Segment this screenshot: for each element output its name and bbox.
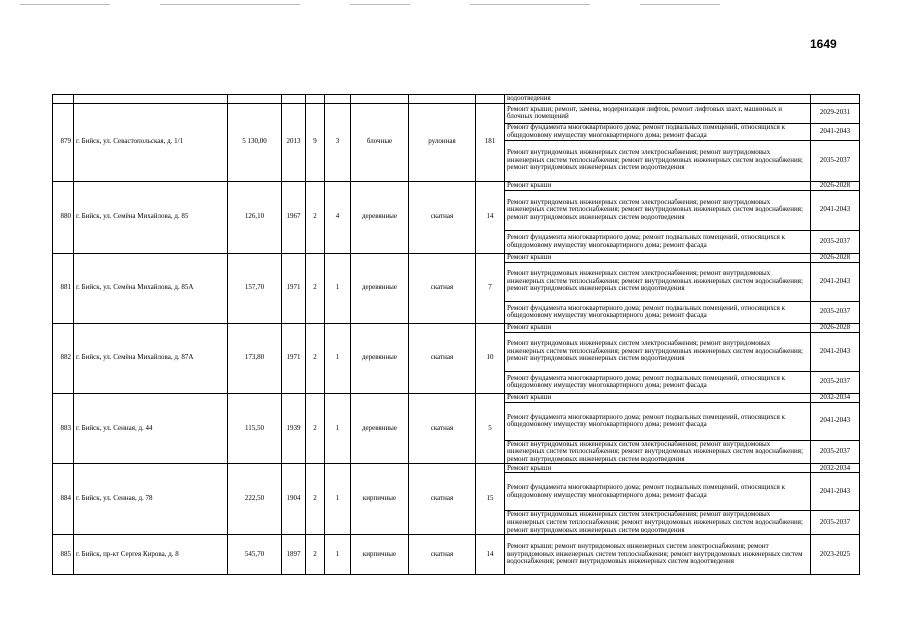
work-description-cell: Ремонт фундамента многоквартирного дома; ремонт подвальных помещений, относящихся к общедомовому имуществу многоквартирного дома; ремонт фасада bbox=[505, 230, 811, 253]
year-cell: 1971 bbox=[282, 253, 306, 323]
page-number: 1649 bbox=[810, 37, 837, 51]
work-period-cell: 2023-2025 bbox=[811, 535, 860, 575]
work-period-cell: 2041-2043 bbox=[811, 262, 860, 301]
work-description-cell: Ремонт внутридомовых инженерных систем электроснабжения; ремонт внутридомовых инженерных систем теплоснабжения; ремонт внутридомовых инженерных систем водоснабжения; ремонт внутридомовых инженерных систем водоотведения bbox=[505, 440, 811, 464]
residents-cell: 181 bbox=[476, 103, 505, 181]
entrances-cell: 1 bbox=[325, 393, 351, 464]
scan-edge-noise bbox=[0, 0, 904, 12]
table-row bbox=[53, 464, 860, 473]
entrances-cell: 1 bbox=[325, 253, 351, 323]
roof-type-cell: скатная bbox=[409, 464, 476, 535]
row-number: 881 bbox=[53, 253, 74, 323]
work-description-cell: Ремонт крыши bbox=[505, 393, 811, 402]
address-cell: г. Бийск, ул. Семёна Михайлова, д. 85 bbox=[74, 181, 228, 253]
entrances-cell: 1 bbox=[325, 535, 351, 575]
row-number: 880 bbox=[53, 181, 74, 253]
roof-type-cell: скатная bbox=[409, 181, 476, 253]
entrances-cell: 3 bbox=[325, 103, 351, 181]
row-number: 882 bbox=[53, 323, 74, 393]
table-row bbox=[53, 323, 860, 332]
area-cell: 126,10 bbox=[228, 181, 282, 253]
residents-cell: 14 bbox=[476, 181, 505, 253]
work-period-cell: 2029-2031 bbox=[811, 103, 860, 123]
work-period-cell: 2035-2037 bbox=[811, 140, 860, 181]
work-period-cell: 2032-2034 bbox=[811, 393, 860, 402]
floors-cell: 9 bbox=[306, 103, 325, 181]
residents-cell: 10 bbox=[476, 323, 505, 393]
address-cell: г. Бийск, ул. Семёна Михайлова, д. 85А bbox=[74, 253, 228, 323]
area-cell: 173,80 bbox=[228, 323, 282, 393]
table-row bbox=[53, 393, 860, 402]
work-period-cell: 2026-2028 bbox=[811, 323, 860, 332]
header-continuation-row bbox=[53, 95, 860, 104]
work-period-cell: 2041-2043 bbox=[811, 473, 860, 511]
wall-material-cell: кирпичные bbox=[351, 535, 409, 575]
work-description-cell: Ремонт крыши bbox=[505, 323, 811, 332]
floors-cell: 2 bbox=[306, 535, 325, 575]
row-number: 884 bbox=[53, 464, 74, 535]
table-row bbox=[53, 253, 860, 262]
roof-type-cell: скатная bbox=[409, 253, 476, 323]
residents-cell: 14 bbox=[476, 535, 505, 575]
address-cell: г. Бийск, ул. Семёна Михайлова, д. 87А bbox=[74, 323, 228, 393]
table-row bbox=[53, 181, 860, 190]
entrances-cell: 4 bbox=[325, 181, 351, 253]
year-cell: 1967 bbox=[282, 181, 306, 253]
work-period-cell: 2032-2034 bbox=[811, 464, 860, 473]
wall-material-cell: деревянные bbox=[351, 323, 409, 393]
residents-cell: 7 bbox=[476, 253, 505, 323]
work-description-cell: Ремонт крыши; ремонт внутридомовых инженерных систем электроснабжения; ремонт внутридомовых инженерных систем теплоснабжения; ремонт внутридомовых инженерных систем водоснабжения; ремонт внутридомовых инженерных систем водоотведения bbox=[505, 535, 811, 575]
row-number: 883 bbox=[53, 393, 74, 464]
work-description-cell: Ремонт фундамента многоквартирного дома; ремонт подвальных помещений, относящихся к общедомовому имуществу многоквартирного дома; ремонт фасада bbox=[505, 371, 811, 393]
work-description-cell: Ремонт фундамента многоквартирного дома; ремонт подвальных помещений, относящихся к общедомовому имуществу многоквартирного дома; ремонт фасада bbox=[505, 123, 811, 140]
address-cell: г. Бийск, ул. Сенная, д. 78 bbox=[74, 464, 228, 535]
work-description-cell: Ремонт крыши; ремонт, замена, модернизация лифтов, ремонт лифтовых шахт, машинных и блочных помещений bbox=[505, 103, 811, 123]
work-description-cell: Ремонт крыши bbox=[505, 464, 811, 473]
area-cell: 222,50 bbox=[228, 464, 282, 535]
work-period-cell: 2035-2037 bbox=[811, 230, 860, 253]
work-description-cell: Ремонт крыши bbox=[505, 181, 811, 190]
address-cell: г. Бийск, пр-кт Сергея Кирова, д. 8 bbox=[74, 535, 228, 575]
work-period-cell: 2026-2028 bbox=[811, 181, 860, 190]
floors-cell: 2 bbox=[306, 393, 325, 464]
floors-cell: 2 bbox=[306, 464, 325, 535]
work-period-cell: 2041-2043 bbox=[811, 332, 860, 371]
row-number: 885 bbox=[53, 535, 74, 575]
floors-cell: 2 bbox=[306, 323, 325, 393]
floors-cell: 2 bbox=[306, 253, 325, 323]
roof-type-cell: скатная bbox=[409, 323, 476, 393]
area-cell: 5 130,00 bbox=[228, 103, 282, 181]
wall-material-cell: кирпичные bbox=[351, 464, 409, 535]
work-description-cell: Ремонт внутридомовых инженерных систем электроснабжения; ремонт внутридомовых инженерных систем теплоснабжения; ремонт внутридомовых инженерных систем водоснабжения; ремонт внутридомовых инженерных систем водоотведения bbox=[505, 262, 811, 301]
work-period-cell: 2041-2043 bbox=[811, 123, 860, 140]
row-number: 879 bbox=[53, 103, 74, 181]
work-description-cell: Ремонт внутридомовых инженерных систем электроснабжения; ремонт внутридомовых инженерных систем теплоснабжения; ремонт внутридомовых инженерных систем водоснабжения; ремонт внутридомовых инженерных систем водоотведения bbox=[505, 332, 811, 371]
work-description-cell: Ремонт фундамента многоквартирного дома; ремонт подвальных помещений, относящихся к общедомовому имуществу многоквартирного дома; ремонт фасада bbox=[505, 301, 811, 323]
work-description-cell: Ремонт внутридомовых инженерных систем электроснабжения; ремонт внутридомовых инженерных систем теплоснабжения; ремонт внутридомовых инженерных систем водоснабжения; ремонт внутридомовых инженерных систем водоотведения bbox=[505, 190, 811, 230]
work-description-cell: Ремонт фундамента многоквартирного дома; ремонт подвальных помещений, относящихся к общедомовому имуществу многоквартирного дома; ремонт фасада bbox=[505, 402, 811, 440]
address-cell: г. Бийск, ул. Севастопольская, д. 1/1 bbox=[74, 103, 228, 181]
area-cell: 157,70 bbox=[228, 253, 282, 323]
work-period-cell: 2035-2037 bbox=[811, 511, 860, 535]
roof-type-cell: скатная bbox=[409, 535, 476, 575]
work-period-cell: 2035-2037 bbox=[811, 440, 860, 464]
work-description-cell: Ремонт фундамента многоквартирного дома; ремонт подвальных помещений, относящихся к общедомовому имуществу многоквартирного дома; ремонт фасада bbox=[505, 473, 811, 511]
roof-type-cell: рулонная bbox=[409, 103, 476, 181]
work-description-cell: Ремонт внутридомовых инженерных систем электроснабжения; ремонт внутридомовых инженерных систем теплоснабжения; ремонт внутридомовых инженерных систем водоснабжения; ремонт внутридомовых инженерных систем водоотведения bbox=[505, 140, 811, 181]
year-cell: 1971 bbox=[282, 323, 306, 393]
address-cell: г. Бийск, ул. Сенная, д. 44 bbox=[74, 393, 228, 464]
area-cell: 545,70 bbox=[228, 535, 282, 575]
wall-material-cell: деревянные bbox=[351, 253, 409, 323]
table-row bbox=[53, 535, 860, 575]
table-row bbox=[53, 103, 860, 123]
work-description-cell: Ремонт внутридомовых инженерных систем электроснабжения; ремонт внутридомовых инженерных систем теплоснабжения; ремонт внутридомовых инженерных систем водоснабжения; ремонт внутридомовых инженерных систем водоотведения bbox=[505, 511, 811, 535]
year-cell: 1904 bbox=[282, 464, 306, 535]
work-description-cell: Ремонт крыши bbox=[505, 253, 811, 262]
work-period-cell: 2035-2037 bbox=[811, 301, 860, 323]
entrances-cell: 1 bbox=[325, 464, 351, 535]
work-period-cell: 2026-2028 bbox=[811, 253, 860, 262]
continued-work-text: водоотведения bbox=[505, 95, 811, 104]
wall-material-cell: деревянные bbox=[351, 393, 409, 464]
work-period-cell: 2041-2043 bbox=[811, 190, 860, 230]
housing-repair-register-table bbox=[52, 94, 860, 575]
residents-cell: 5 bbox=[476, 393, 505, 464]
work-period-cell: 2035-2037 bbox=[811, 371, 860, 393]
wall-material-cell: деревянные bbox=[351, 181, 409, 253]
year-cell: 1897 bbox=[282, 535, 306, 575]
year-cell: 1939 bbox=[282, 393, 306, 464]
roof-type-cell: скатная bbox=[409, 393, 476, 464]
floors-cell: 2 bbox=[306, 181, 325, 253]
entrances-cell: 1 bbox=[325, 323, 351, 393]
residents-cell: 15 bbox=[476, 464, 505, 535]
work-period-cell: 2041-2043 bbox=[811, 402, 860, 440]
wall-material-cell: блочные bbox=[351, 103, 409, 181]
area-cell: 115,50 bbox=[228, 393, 282, 464]
year-cell: 2013 bbox=[282, 103, 306, 181]
